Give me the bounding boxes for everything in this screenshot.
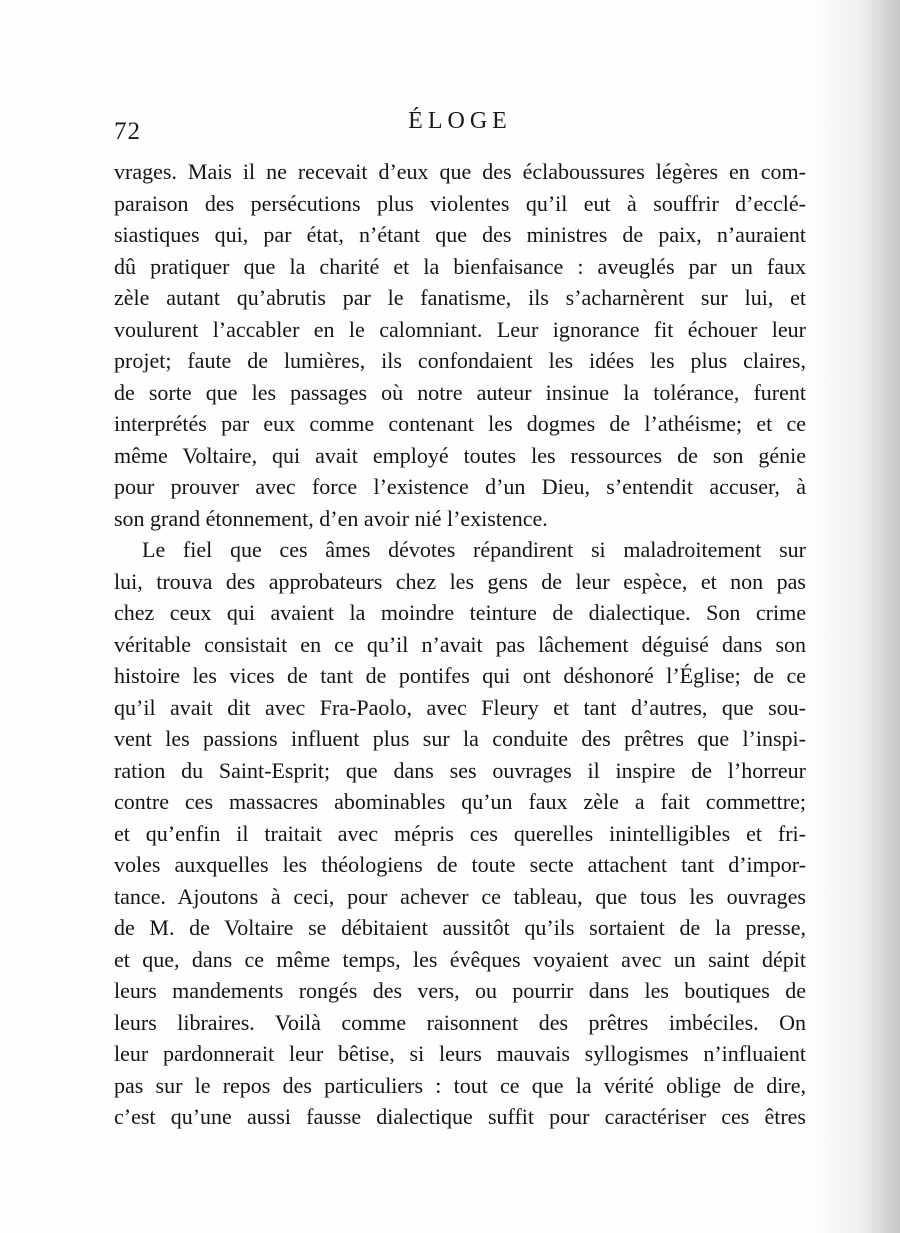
text-line: leurs libraires. Voilà comme raisonnent des prêtres imbéciles. On — [114, 1009, 806, 1035]
text-line: contre ces massacres abominables qu’un faux zèle a fait commettre; — [114, 789, 806, 814]
page-edge-shadow — [810, 0, 900, 1233]
text-line: c’est qu’une aussi fausse dialectique suffit pour caractériser ces êtres — [114, 1104, 806, 1129]
text-line: de sorte que les passages où notre auteur insinue la tolérance, furent — [114, 379, 806, 405]
text-line: vrages. Mais il ne recevait d’eux que des éclaboussures légères en com- — [114, 159, 806, 184]
text-line: vent les passions influent plus sur la conduite des prêtres que l’inspi- — [114, 726, 806, 751]
text-line: et que, dans ce même temps, les évêques voyaient avec un saint dépit — [114, 946, 806, 972]
text-line: de M. de Voltaire se débitaient aussitôt qu’ils sortaient de la presse, — [114, 915, 806, 940]
page-number: 72 — [114, 118, 141, 145]
text-line: tance. Ajoutons à ceci, pour achever ce tableau, que tous les ouvrages — [114, 883, 806, 909]
text-line: zèle autant qu’abrutis par le fanatisme, ils s’acharnèrent sur lui, et — [114, 285, 806, 310]
text-line: siastiques qui, par état, n’étant que des ministres de paix, n’auraient — [114, 222, 806, 247]
text-line: même Voltaire, qui avait employé toutes les ressources de son génie — [114, 442, 806, 468]
text-line: voulurent l’accabler en le calomniant. Leur ignorance fit échouer leur — [114, 316, 806, 342]
text-line: histoire les vices de tant de pontifes qui ont déshonoré l’Église; de ce — [114, 663, 806, 688]
text-line: pas sur le repos des particuliers : tout ce que la vérité oblige de dire, — [114, 1072, 806, 1098]
text-line: leurs mandements rongés des vers, ou pourrir dans les boutiques de — [114, 978, 806, 1003]
running-head — [114, 108, 806, 144]
text-line: pour prouver avec force l’existence d’un Dieu, s’entendit accuser, à — [114, 474, 806, 499]
body-text — [114, 156, 806, 1133]
text-line: qu’il avait dit avec Fra-Paolo, avec Fleury et tant d’autres, que sou- — [114, 694, 806, 720]
text-line: lui, trouva des approbateurs chez les gens de leur espèce, et non pas — [114, 568, 806, 594]
text-line: paraison des persécutions plus violentes qu’il eut à souffrir d’ecclé- — [114, 190, 806, 216]
text-line: dû pratiquer que la charité et la bienfaisance : aveuglés par un faux — [114, 253, 806, 279]
text-line: interprétés par eux comme contenant les dogmes de l’athéisme; et ce — [114, 411, 806, 436]
text-line: ration du Saint-Esprit; que dans ses ouvrages il inspire de l’horreur — [114, 757, 806, 783]
text-line: et qu’enfin il traitait avec mépris ces querelles inintelligibles et fri- — [114, 820, 806, 846]
text-line: chez ceux qui avaient la moindre teinture de dialectique. Son crime — [114, 600, 806, 625]
text-line: projet; faute de lumières, ils confondaient les idées les plus claires, — [114, 348, 806, 373]
text-line: voles auxquelles les théologiens de toute secte attachent tant d’impor- — [114, 852, 806, 877]
text-line: leur pardonnerait leur bêtise, si leurs mauvais syllogismes n’influaient — [114, 1041, 806, 1066]
running-title: ÉLOGE — [408, 108, 512, 134]
paragraph-first-line: Le fiel que ces âmes dévotes répandirent si maladroitement sur — [142, 537, 806, 562]
paragraph-last-line: son grand étonnement, d’en avoir nié l’existence. — [114, 505, 548, 531]
text-line: véritable consistait en ce qu’il n’avait pas lâchement déguisé dans son — [114, 631, 806, 657]
